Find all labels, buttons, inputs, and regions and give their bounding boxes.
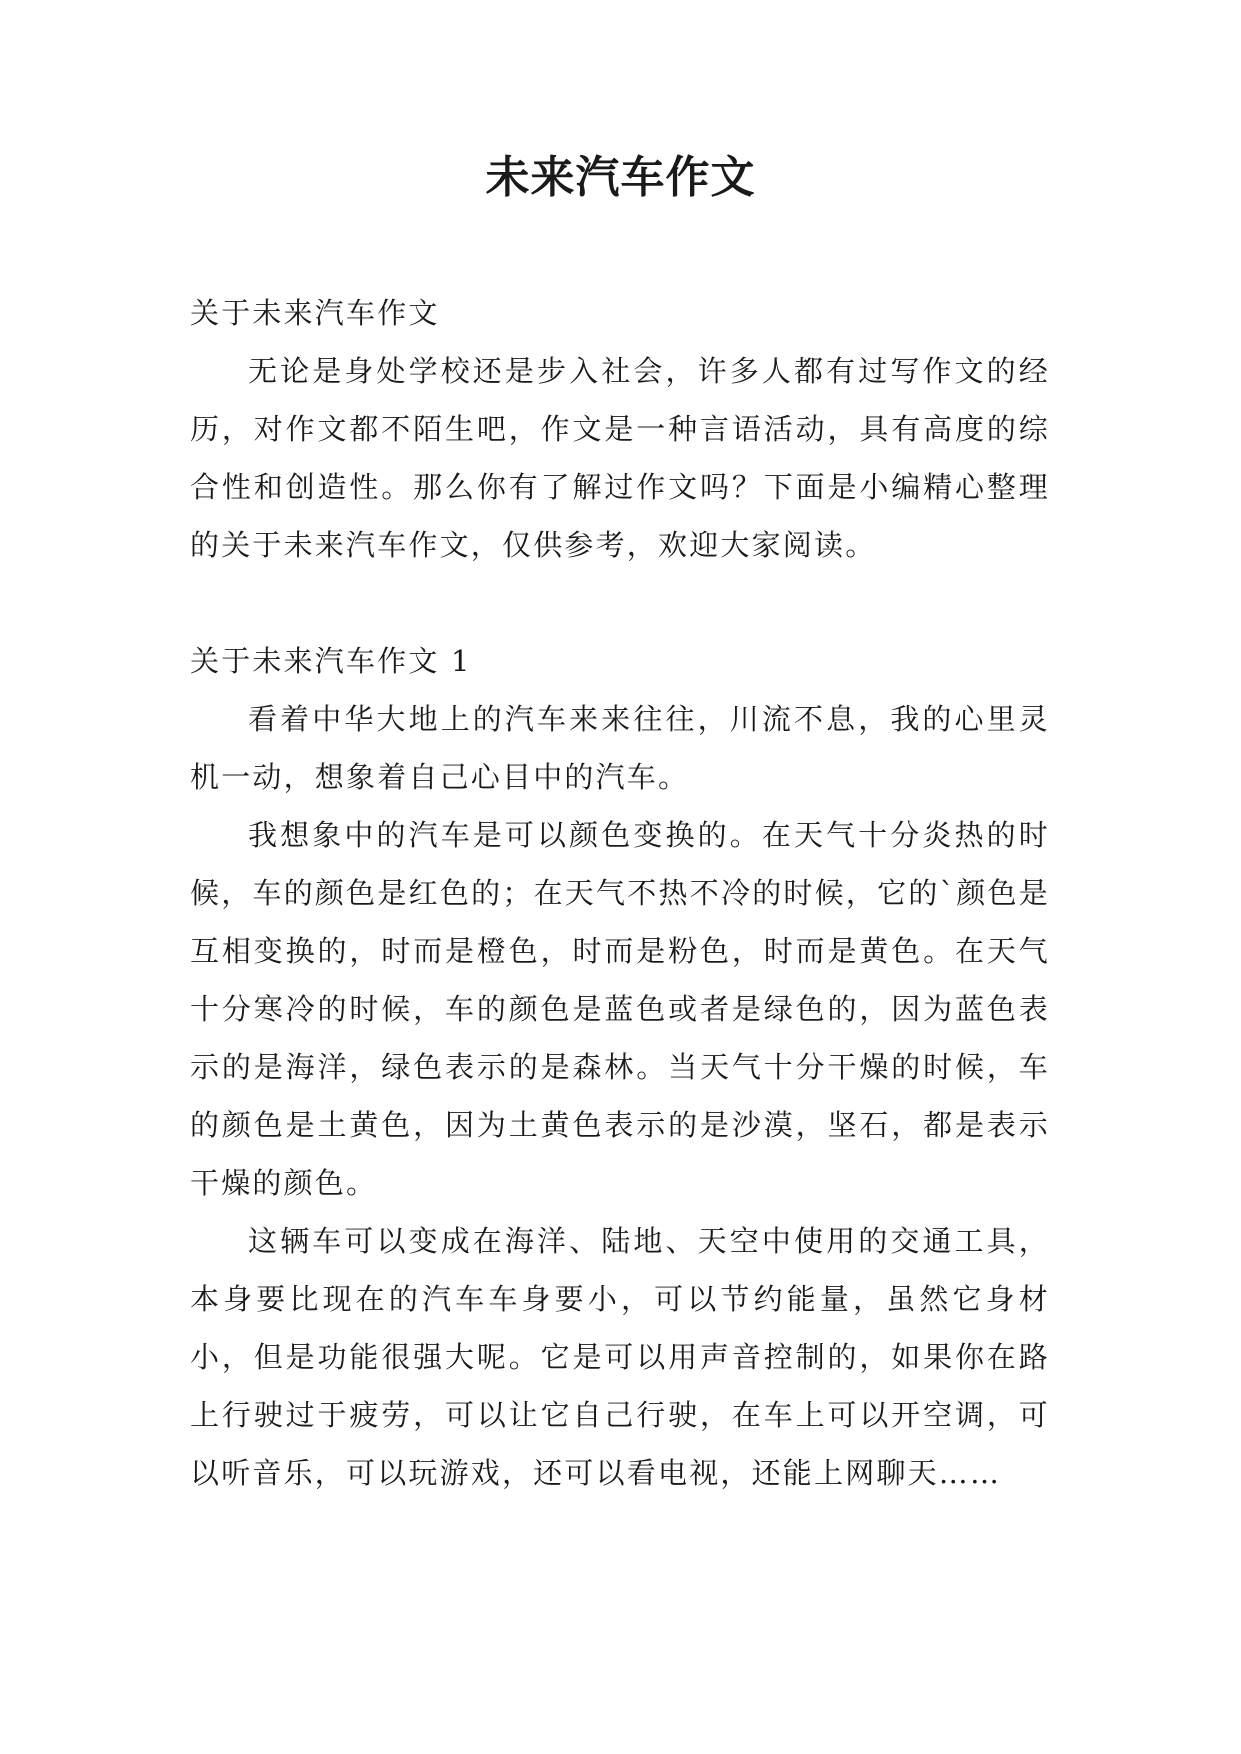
- document-title: 未来汽车作文: [485, 152, 756, 203]
- intro-paragraph: 无论是身处学校还是步入社会，许多人都有过写作文的经历，对作文都不陌生吧，作文是一种言语活动，具有高度的综合性和创造性。那么你有了解过作文吗？下面是小编精心整理的关于未来汽车作文，仅供参考，欢迎大家阅读。: [190, 354, 1050, 562]
- intro-heading: 关于未来汽车作文: [190, 296, 440, 330]
- section1-heading: 关于未来汽车作文 1: [190, 644, 472, 678]
- section-spacer: [190, 574, 1050, 632]
- document-body: [190, 284, 1050, 1502]
- section1-paragraph-2: 我想象中的汽车是可以颜色变换的。在天气十分炎热的时候，车的颜色是红色的；在天气不热不冷的时候，它的`颜色是互相变换的，时而是橙色，时而是粉色，时而是黄色。在天气十分寒冷的时候，车的颜色是蓝色或者是绿色的，因为蓝色表示的是海洋，绿色表示的是森林。当天气十分干燥的时候，车的颜色是土黄色，因为土黄色表示的是沙漠，坚石，都是表示干燥的颜色。: [190, 818, 1050, 1200]
- section1-paragraph-3: 这辆车可以变成在海洋、陆地、天空中使用的交通工具，本身要比现在的汽车车身要小，可以节约能量，虽然它身材小，但是功能很强大呢。它是可以用声音控制的，如果你在路上行驶过于疲劳，可以让它自己行驶，在车上可以开空调，可以听音乐，可以玩游戏，还可以看电视，还能上网聊天……: [190, 1224, 1050, 1490]
- section1-paragraph-1: 看着中华大地上的汽车来来往往，川流不息，我的心里灵机一动，想象着自己心目中的汽车。: [190, 702, 1050, 794]
